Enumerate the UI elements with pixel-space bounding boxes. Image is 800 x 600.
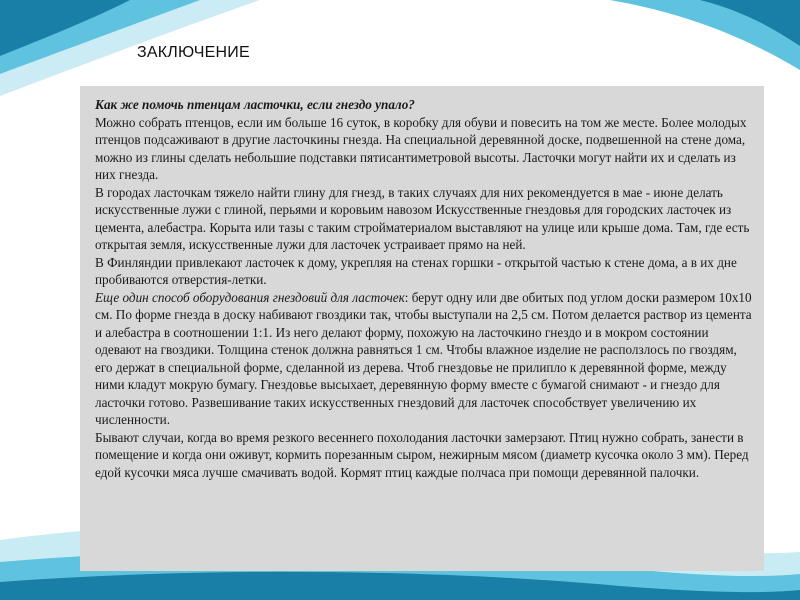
paragraph-3: В Финляндии привлекают ласточек к дому, укрепляя на стенах горшки - открытой частью к стене дома, а в их дне пробиваются отверстия-летки. (95, 254, 737, 287)
paragraph-2: В городах ласточкам тяжело найти глину для гнезд, в таких случаях для них рекомендуется в мае - июне делать искусственные лужи с глиной, перьями и коровьим навозом Искусственные гнездовья для городских ласточек из цемента, алебастра. Корыта или тазы с таким стройматериалом выставляют на улице или крыше дома. Там, где есть открытая земля, искусственные лужи для ласточек устраивает прямо на ней. (95, 184, 750, 252)
paragraph-4-rest: : берут одну или две обитых под углом доски размером 10х10 см. По форме гнезда в доску набивают гвоздики так, чтобы выступали на 2,5 см. Потом делается раствор из цемента и алебастра в соотношении 1:1. Из него делают форму, похожую на ласточкино гнездо и в мокром состоянии одевают на гвоздики. Толщина стенок должна равняться 1 см. Чтобы влажное изделие не расползлось по гвоздям, его держат в специальной форме, сделанной из дерева. Чтоб гнездовье не прилипло к деревянной форме, между ними кладут мокрую бумагу. Гнездовье высыхает, деревянную форму вместе с бумагой снимают - и гнездо для ласточки готово. Развешивание таких искусственных гнездовий для ласточек способствует увеличению их численности. (95, 289, 752, 427)
paragraph-5: Бывают случаи, когда во время резкого весеннего похолодания ласточки замерзают. Птиц нужно собрать, занести в помещение и когда они оживут, кормить порезанным сыром, нежирным мясом (диаметр кусочка около 3 мм). Перед едой кусочки мяса лучше смачивать водой. Кормят птиц каждые полчаса при помощи деревянной палочки. (95, 429, 749, 480)
paragraph-4 (95, 289, 755, 429)
paragraph-4-italic: Еще один способ оборудования гнездовий для ласточек (95, 289, 405, 305)
body-text (95, 96, 755, 481)
paragraph-1: Можно собрать птенцов, если им больше 16 суток, в коробку для обуви и повесить на том же месте. Более молодых птенцов подсаживают в другие ласточкины гнезда. На специальной деревянной доске, подвешенной на стене дома, можно из глины сделать небольшие подставки пятисантиметровой высоты. Ласточки могут найти их и сделать из них гнезда. (95, 114, 747, 182)
slide-title: ЗАКЛЮЧЕНИЕ (137, 44, 250, 61)
question-heading: Как же помочь птенцам ласточки, если гнездо упало? (95, 97, 415, 112)
